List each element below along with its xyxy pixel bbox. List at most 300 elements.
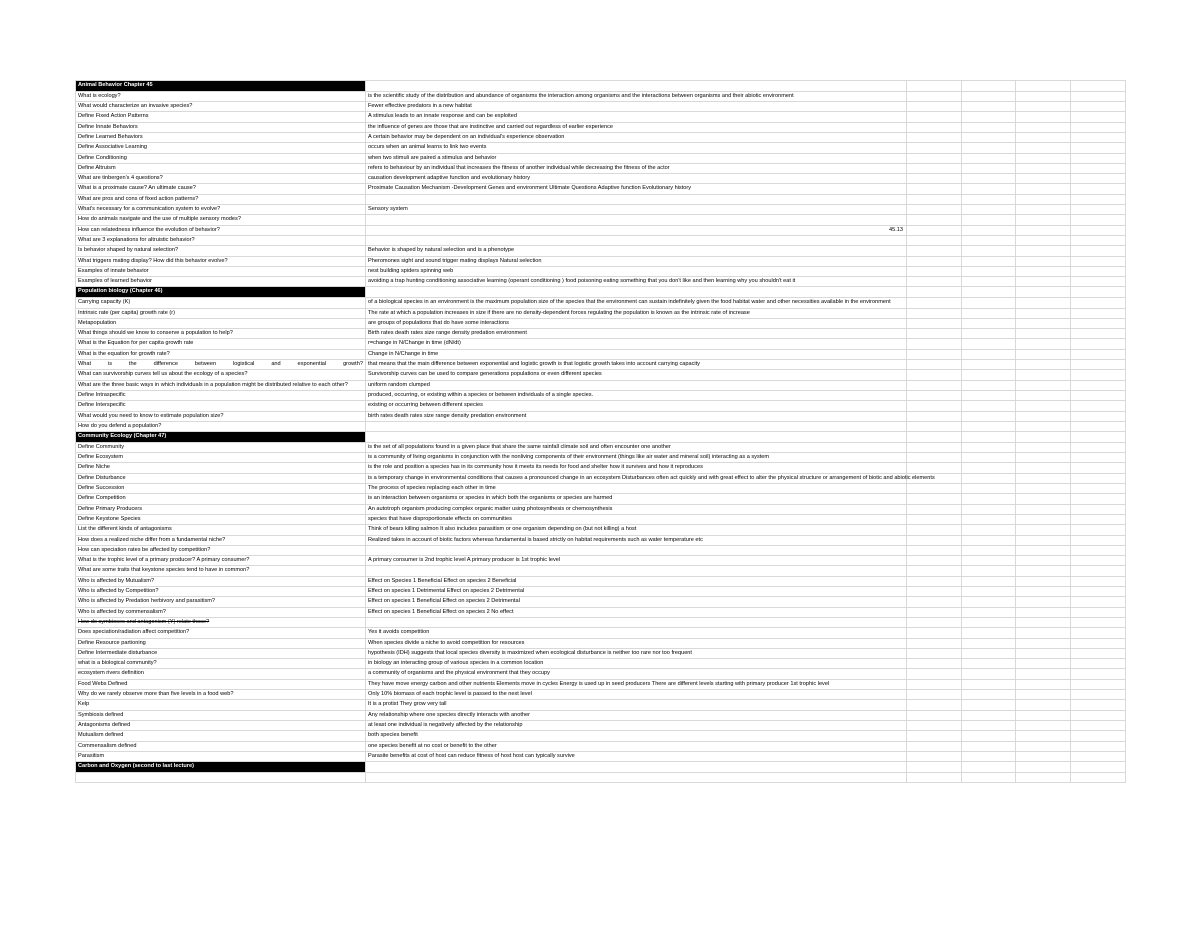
answer-cell[interactable]: Fewer effective predators in a new habitat (366, 102, 907, 111)
empty-cell[interactable] (962, 639, 1016, 648)
empty-cell[interactable] (907, 597, 962, 606)
empty-cell[interactable] (907, 277, 962, 286)
question-cell[interactable]: Mutualism defined (75, 731, 366, 740)
empty-cell[interactable] (1071, 731, 1126, 740)
empty-cell[interactable] (1016, 257, 1071, 266)
empty-cell[interactable] (1071, 164, 1126, 173)
empty-cell[interactable] (907, 700, 962, 709)
empty-cell[interactable] (1071, 453, 1126, 462)
empty-cell[interactable] (1016, 515, 1071, 524)
empty-cell[interactable] (1016, 536, 1071, 545)
question-cell[interactable]: Define Intraspecific (75, 391, 366, 400)
answer-cell[interactable]: causation development adaptive function and evolutionary history (366, 174, 907, 183)
empty-cell[interactable] (1016, 731, 1071, 740)
answer-cell[interactable]: Effect on species 1 Beneficial Effect on species 2 No effect (366, 608, 907, 617)
question-cell[interactable]: Define Learned Behaviors (75, 133, 366, 142)
empty-cell[interactable] (1016, 597, 1071, 606)
empty-cell[interactable] (962, 659, 1016, 668)
answer-cell[interactable]: Realized takes in account of biotic factors whereas fundamental is based strictly on habitat requirements such as water temperature etc (366, 536, 907, 545)
empty-cell[interactable] (907, 154, 962, 163)
question-cell[interactable]: Define Community (75, 443, 366, 452)
empty-cell[interactable] (907, 731, 962, 740)
empty-cell[interactable] (1071, 401, 1126, 410)
answer-cell[interactable]: hypothesis (IDH) suggests that local species diversity is maximized when ecological disturbance is neither too rare nor too frequent (366, 649, 907, 658)
empty-cell[interactable] (907, 381, 962, 390)
empty-cell[interactable] (907, 174, 962, 183)
empty-cell[interactable] (907, 762, 962, 772)
empty-cell[interactable] (1071, 391, 1126, 400)
empty-cell[interactable] (1016, 133, 1071, 142)
empty-cell[interactable] (1071, 680, 1126, 689)
question-cell[interactable]: Define Primary Producers (75, 505, 366, 514)
question-cell[interactable]: Intrinsic rate (per capita) growth rate (r) (75, 309, 366, 318)
empty-cell[interactable] (907, 515, 962, 524)
question-cell[interactable]: What is the trophic level of a primary producer? A primary consumer? (75, 556, 366, 565)
empty-cell[interactable] (1016, 577, 1071, 586)
question-cell[interactable]: Define Resource partioning (75, 639, 366, 648)
empty-cell[interactable] (962, 752, 1016, 761)
empty-cell[interactable] (1071, 319, 1126, 328)
empty-cell[interactable] (1071, 742, 1126, 751)
empty-cell[interactable] (962, 556, 1016, 565)
empty-cell[interactable] (1071, 215, 1126, 224)
answer-cell[interactable]: Proximate Causation Mechanism -Development Genes and environment Ultimate Questions Adaptive function Evolutionary history (366, 184, 907, 193)
empty-cell[interactable] (1071, 184, 1126, 193)
answer-cell[interactable] (366, 762, 907, 772)
answer-cell[interactable] (366, 215, 907, 224)
empty-cell[interactable] (1016, 174, 1071, 183)
empty-cell[interactable] (1071, 525, 1126, 534)
answer-cell[interactable] (366, 81, 907, 91)
empty-cell[interactable] (1016, 391, 1071, 400)
empty-cell[interactable] (907, 680, 962, 689)
empty-cell[interactable] (1071, 133, 1126, 142)
empty-cell[interactable] (962, 102, 1016, 111)
empty-cell[interactable] (1071, 597, 1126, 606)
empty-cell[interactable] (907, 102, 962, 111)
empty-cell[interactable] (1016, 309, 1071, 318)
empty-cell[interactable] (1016, 401, 1071, 410)
empty-cell[interactable] (962, 721, 1016, 730)
empty-cell[interactable] (1071, 587, 1126, 596)
empty-cell[interactable] (962, 236, 1016, 245)
empty-cell[interactable] (1071, 143, 1126, 152)
empty-cell[interactable] (907, 525, 962, 534)
empty-cell[interactable] (962, 773, 1016, 782)
answer-cell[interactable] (366, 546, 907, 555)
question-cell[interactable]: What is a proximate cause? An ultimate cause? (75, 184, 366, 193)
empty-cell[interactable] (962, 762, 1016, 772)
question-cell[interactable]: Define Conditioning (75, 154, 366, 163)
question-cell[interactable]: Carrying capacity (K) (75, 298, 366, 307)
section-header-cell[interactable]: Population biology (Chapter 46) (75, 287, 366, 297)
question-cell[interactable]: what is a biological community? (75, 659, 366, 668)
empty-cell[interactable] (907, 711, 962, 720)
answer-cell[interactable]: are groups of populations that do have some interactions (366, 319, 907, 328)
answer-cell[interactable]: Effect on species 1 Detrimental Effect on species 2 Detrimental (366, 587, 907, 596)
empty-cell[interactable] (1016, 463, 1071, 472)
answer-cell[interactable]: Pheromones sight and sound trigger mating displays Natural selection (366, 257, 907, 266)
question-cell[interactable]: What is the equation for growth rate? (75, 350, 366, 359)
answer-cell[interactable]: occurs when an animal learns to link two events (366, 143, 907, 152)
empty-cell[interactable] (1071, 546, 1126, 555)
empty-cell[interactable] (1071, 287, 1126, 297)
empty-cell[interactable] (1071, 154, 1126, 163)
empty-cell[interactable] (1071, 628, 1126, 637)
empty-cell[interactable] (907, 463, 962, 472)
answer-cell[interactable]: of a biological species in an environment is the maximum population size of the species that the environment can sustain indefinitely given the food habitat water and other necessities available in the environment (366, 298, 907, 307)
empty-cell[interactable] (1071, 267, 1126, 276)
empty-cell[interactable] (962, 195, 1016, 204)
empty-cell[interactable] (907, 226, 962, 235)
empty-cell[interactable] (962, 360, 1016, 369)
question-cell[interactable]: What are some traits that keystone species tend to have in common? (75, 566, 366, 575)
answer-cell[interactable]: r=change in N/Change in time (dN/dt) (366, 339, 907, 348)
empty-cell[interactable] (907, 143, 962, 152)
empty-cell[interactable] (1016, 762, 1071, 772)
answer-cell[interactable]: They have move energy carbon and other nutrients Elements move in cycles Energy is used up in seed producers There are different levels starting with primary producer 1st trophic level (366, 680, 907, 689)
empty-cell[interactable] (962, 742, 1016, 751)
empty-cell[interactable] (962, 205, 1016, 214)
empty-cell[interactable] (907, 205, 962, 214)
answer-cell[interactable]: It is a protist They grow very tall (366, 700, 907, 709)
question-cell[interactable]: Examples of innate behavior (75, 267, 366, 276)
empty-cell[interactable] (1016, 752, 1071, 761)
empty-cell[interactable] (1071, 463, 1126, 472)
empty-cell[interactable] (1016, 329, 1071, 338)
empty-cell[interactable] (962, 267, 1016, 276)
empty-cell[interactable] (1071, 432, 1126, 442)
empty-cell[interactable] (962, 597, 1016, 606)
empty-cell[interactable] (907, 484, 962, 493)
empty-cell[interactable] (1016, 721, 1071, 730)
empty-cell[interactable] (1071, 700, 1126, 709)
answer-cell[interactable] (366, 422, 907, 431)
empty-cell[interactable] (962, 133, 1016, 142)
empty-cell[interactable] (962, 443, 1016, 452)
empty-cell[interactable] (907, 422, 962, 431)
empty-cell[interactable] (1071, 566, 1126, 575)
empty-cell[interactable] (962, 215, 1016, 224)
empty-cell[interactable] (1071, 505, 1126, 514)
empty-cell[interactable] (1016, 587, 1071, 596)
answer-cell[interactable]: at least one individual is negatively affected by the relationship (366, 721, 907, 730)
empty-cell[interactable] (1071, 381, 1126, 390)
empty-cell[interactable] (962, 711, 1016, 720)
empty-cell[interactable] (1016, 669, 1071, 678)
empty-cell[interactable] (907, 453, 962, 462)
empty-cell[interactable] (907, 257, 962, 266)
empty-cell[interactable] (962, 536, 1016, 545)
empty-cell[interactable] (1016, 618, 1071, 627)
empty-cell[interactable] (907, 339, 962, 348)
empty-cell[interactable] (962, 546, 1016, 555)
empty-cell[interactable] (1016, 246, 1071, 255)
empty-cell[interactable] (1016, 205, 1071, 214)
question-cell[interactable]: Who is affected by Competition? (75, 587, 366, 596)
empty-cell[interactable] (1016, 484, 1071, 493)
empty-cell[interactable] (1016, 123, 1071, 132)
empty-cell[interactable] (1016, 690, 1071, 699)
answer-cell[interactable]: The rate at which a population increases in size if there are no density-dependent forces regulating the population is known as the intrinsic rate of increase (366, 309, 907, 318)
answer-cell[interactable]: A stimulus leads to an innate response and can be exploited (366, 112, 907, 121)
empty-cell[interactable] (1016, 773, 1071, 782)
answer-cell[interactable]: Behavior is shaped by natural selection and is a phenotype (366, 246, 907, 255)
empty-cell[interactable] (962, 370, 1016, 379)
empty-cell[interactable] (1016, 92, 1071, 101)
answer-cell[interactable] (366, 566, 907, 575)
question-cell[interactable]: Define Niche (75, 463, 366, 472)
empty-cell[interactable] (907, 123, 962, 132)
answer-cell[interactable]: when two stimuli are paired a stimulus and behavior (366, 154, 907, 163)
empty-cell[interactable] (907, 608, 962, 617)
answer-cell[interactable]: refers to behaviour by an individual that increases the fitness of another individual while decreasing the fitness of the actor (366, 164, 907, 173)
empty-cell[interactable] (962, 391, 1016, 400)
empty-cell[interactable] (1071, 494, 1126, 503)
question-cell[interactable]: Who is affected by Mutualism? (75, 577, 366, 586)
empty-cell[interactable] (962, 525, 1016, 534)
empty-cell[interactable] (1071, 515, 1126, 524)
question-cell[interactable]: Define Associative Learning (75, 143, 366, 152)
empty-cell[interactable] (907, 164, 962, 173)
empty-cell[interactable] (962, 164, 1016, 173)
empty-cell[interactable] (1071, 669, 1126, 678)
empty-cell[interactable] (1016, 381, 1071, 390)
answer-cell[interactable]: Birth rates death rates size range density predation environment (366, 329, 907, 338)
empty-cell[interactable] (1071, 649, 1126, 658)
empty-cell[interactable] (962, 309, 1016, 318)
answer-cell[interactable]: Parasite benefits at cost of host can reduce fitness of host host can typically survive (366, 752, 907, 761)
answer-cell[interactable]: is an interaction between organisms or species in which both the organisms or species are harmed (366, 494, 907, 503)
empty-cell[interactable] (907, 184, 962, 193)
empty-cell[interactable] (962, 287, 1016, 297)
empty-cell[interactable] (962, 669, 1016, 678)
empty-cell[interactable] (1071, 618, 1126, 627)
empty-cell[interactable] (907, 236, 962, 245)
empty-cell[interactable] (907, 773, 962, 782)
question-cell[interactable]: What is ecology? (75, 92, 366, 101)
empty-cell[interactable] (1071, 236, 1126, 245)
answer-cell[interactable]: Effect on species 1 Beneficial Effect on species 2 Detrimental (366, 597, 907, 606)
empty-cell[interactable] (962, 680, 1016, 689)
empty-cell[interactable] (1016, 649, 1071, 658)
empty-cell[interactable] (962, 123, 1016, 132)
empty-cell[interactable] (1016, 700, 1071, 709)
empty-cell[interactable] (962, 412, 1016, 421)
empty-cell[interactable] (1071, 412, 1126, 421)
answer-cell[interactable]: uniform random clumped (366, 381, 907, 390)
empty-cell[interactable] (907, 81, 962, 91)
question-cell[interactable]: Who is affected by commensalism? (75, 608, 366, 617)
empty-cell[interactable] (1016, 319, 1071, 328)
empty-cell[interactable] (1071, 174, 1126, 183)
empty-cell[interactable] (1016, 277, 1071, 286)
empty-cell[interactable] (907, 112, 962, 121)
empty-cell[interactable] (907, 195, 962, 204)
empty-cell[interactable] (1016, 360, 1071, 369)
empty-cell[interactable] (962, 608, 1016, 617)
answer-cell[interactable]: produced, occurring, or existing within a species or between individuals of a single species. (366, 391, 907, 400)
empty-cell[interactable] (1016, 474, 1071, 483)
empty-cell[interactable] (1016, 195, 1071, 204)
empty-cell[interactable] (962, 422, 1016, 431)
question-cell[interactable]: What are tinbergen's 4 questions? (75, 174, 366, 183)
answer-cell[interactable]: a community of organisms and the physical environment that they occupy (366, 669, 907, 678)
answer-cell[interactable] (366, 236, 907, 245)
empty-cell[interactable] (962, 350, 1016, 359)
empty-cell[interactable] (907, 443, 962, 452)
empty-cell[interactable] (907, 721, 962, 730)
empty-cell[interactable] (907, 391, 962, 400)
empty-cell[interactable] (962, 587, 1016, 596)
empty-cell[interactable] (1071, 257, 1126, 266)
empty-cell[interactable] (1071, 102, 1126, 111)
empty-cell[interactable] (1016, 494, 1071, 503)
question-cell[interactable]: Symbiosis defined (75, 711, 366, 720)
empty-cell[interactable] (1071, 329, 1126, 338)
question-cell[interactable]: What can survivorship curves tell us about the ecology of a species? (75, 370, 366, 379)
answer-cell[interactable]: A primary consumer is 2nd trophic level A primary producer is 1st trophic level (366, 556, 907, 565)
question-cell[interactable]: Define Innate Behaviors (75, 123, 366, 132)
empty-cell[interactable] (1071, 339, 1126, 348)
answer-cell[interactable]: The process of species replacing each other in time (366, 484, 907, 493)
empty-cell[interactable] (907, 505, 962, 514)
question-cell[interactable]: Define Intermediate disturbance (75, 649, 366, 658)
empty-cell[interactable] (907, 267, 962, 276)
answer-cell[interactable] (366, 287, 907, 297)
empty-cell[interactable] (962, 649, 1016, 658)
question-cell[interactable]: Define Competition (75, 494, 366, 503)
question-cell[interactable]: Why do we rarely observe more than five levels in a food web? (75, 690, 366, 699)
question-cell[interactable]: Metapopulation (75, 319, 366, 328)
empty-cell[interactable] (962, 474, 1016, 483)
question-cell[interactable]: What things should we know to conserve a population to help? (75, 329, 366, 338)
empty-cell[interactable] (962, 174, 1016, 183)
empty-cell[interactable] (1071, 443, 1126, 452)
empty-cell[interactable] (1016, 287, 1071, 297)
empty-cell[interactable] (1071, 484, 1126, 493)
empty-cell[interactable] (1071, 123, 1126, 132)
answer-cell[interactable]: is a community of living organisms in conjunction with the nonliving components of their environment (things like air water and mineral soil) interacting as a system (366, 453, 907, 462)
empty-cell[interactable] (962, 463, 1016, 472)
empty-cell[interactable] (1016, 566, 1071, 575)
empty-cell[interactable] (1071, 721, 1126, 730)
empty-cell[interactable] (1016, 267, 1071, 276)
answer-cell[interactable] (366, 195, 907, 204)
empty-cell[interactable] (962, 566, 1016, 575)
empty-cell[interactable] (962, 339, 1016, 348)
empty-cell[interactable] (1016, 339, 1071, 348)
question-cell[interactable] (75, 360, 366, 369)
empty-cell[interactable] (1016, 81, 1071, 91)
empty-cell[interactable] (962, 92, 1016, 101)
empty-cell[interactable] (1071, 659, 1126, 668)
empty-cell[interactable] (962, 257, 1016, 266)
answer-cell[interactable] (366, 618, 907, 627)
empty-cell[interactable] (962, 246, 1016, 255)
answer-cell[interactable]: the influence of genes are those that are instinctive and carried out regardless of earlier experience (366, 123, 907, 132)
answer-cell[interactable]: When species divide a niche to avoid competition for resources (366, 639, 907, 648)
answer-cell[interactable]: Effect on Species 1 Beneficial Effect on species 2 Beneficial (366, 577, 907, 586)
empty-cell[interactable] (1016, 154, 1071, 163)
empty-cell[interactable] (1071, 298, 1126, 307)
empty-cell[interactable] (1016, 236, 1071, 245)
empty-cell[interactable] (1016, 432, 1071, 442)
empty-cell[interactable] (907, 246, 962, 255)
empty-cell[interactable] (1016, 453, 1071, 462)
empty-cell[interactable] (907, 287, 962, 297)
empty-cell[interactable] (962, 515, 1016, 524)
empty-cell[interactable] (1071, 277, 1126, 286)
empty-cell[interactable] (1016, 546, 1071, 555)
empty-cell[interactable] (962, 319, 1016, 328)
question-cell[interactable]: What are 3 explanations for altruistic behavior? (75, 236, 366, 245)
question-cell[interactable]: How does a realized niche differ from a fundamental niche? (75, 536, 366, 545)
question-cell[interactable]: ecosystem rivers definition (75, 669, 366, 678)
question-cell[interactable]: Commensalism defined (75, 742, 366, 751)
empty-cell[interactable] (907, 628, 962, 637)
answer-cell[interactable]: is the set of all populations found in a given place that share the same rainfall climate soil and often encounter one another (366, 443, 907, 452)
empty-cell[interactable] (907, 742, 962, 751)
answer-cell[interactable]: that means that the main difference between exponential and logistic growth is that logistic growth takes into account carrying capacity (366, 360, 907, 369)
empty-cell[interactable] (1071, 773, 1126, 782)
question-cell[interactable]: What are pros and cons of fixed action patterns? (75, 195, 366, 204)
empty-cell[interactable] (907, 566, 962, 575)
empty-cell[interactable] (962, 298, 1016, 307)
empty-cell[interactable] (962, 401, 1016, 410)
answer-cell[interactable]: Yes it avoids competition (366, 628, 907, 637)
empty-cell[interactable] (962, 432, 1016, 442)
answer-cell[interactable]: is the scientific study of the distribution and abundance of organisms the interaction among organisms and the interactions between organisms and their abiotic environment (366, 92, 907, 101)
question-cell[interactable]: Who is affected by Predation herbivory and parasitism? (75, 597, 366, 606)
empty-cell[interactable] (907, 536, 962, 545)
answer-cell[interactable]: existing or occurring between different species (366, 401, 907, 410)
section-header-cell[interactable]: Animal Behavior Chapter 45 (75, 81, 366, 91)
question-cell[interactable]: What triggers mating display? How did this behavior evolve? (75, 257, 366, 266)
empty-cell[interactable] (1071, 195, 1126, 204)
empty-cell[interactable] (907, 752, 962, 761)
empty-cell[interactable] (907, 669, 962, 678)
question-cell[interactable]: Does speciation/radiation affect competition? (75, 628, 366, 637)
empty-cell[interactable] (1071, 370, 1126, 379)
empty-cell[interactable] (907, 309, 962, 318)
empty-cell[interactable] (962, 628, 1016, 637)
empty-cell[interactable] (1016, 350, 1071, 359)
empty-cell[interactable] (962, 690, 1016, 699)
empty-cell[interactable] (1016, 112, 1071, 121)
empty-cell[interactable] (962, 453, 1016, 462)
empty-cell[interactable] (1071, 205, 1126, 214)
empty-cell[interactable] (907, 360, 962, 369)
question-cell[interactable]: How do animals navigate and the use of multiple sensory modes? (75, 215, 366, 224)
question-cell[interactable]: List the different kinds of antagonisms (75, 525, 366, 534)
question-cell[interactable] (75, 773, 366, 782)
answer-cell[interactable]: Only 10% biomass of each trophic level is passed to the next level (366, 690, 907, 699)
empty-cell[interactable] (1071, 360, 1126, 369)
question-cell[interactable]: What is the Equation for per capita growth rate (75, 339, 366, 348)
empty-cell[interactable] (907, 370, 962, 379)
question-cell[interactable]: Examples of learned behavior (75, 277, 366, 286)
question-cell[interactable]: Food Webs Defined (75, 680, 366, 689)
empty-cell[interactable] (1071, 226, 1126, 235)
answer-cell[interactable]: is the role and position a species has in its community how it meets its needs for food and shelter how it survives and how it reproduces (366, 463, 907, 472)
empty-cell[interactable] (1016, 298, 1071, 307)
empty-cell[interactable] (1071, 639, 1126, 648)
empty-cell[interactable] (907, 401, 962, 410)
empty-cell[interactable] (1016, 742, 1071, 751)
empty-cell[interactable] (962, 577, 1016, 586)
empty-cell[interactable] (1071, 422, 1126, 431)
